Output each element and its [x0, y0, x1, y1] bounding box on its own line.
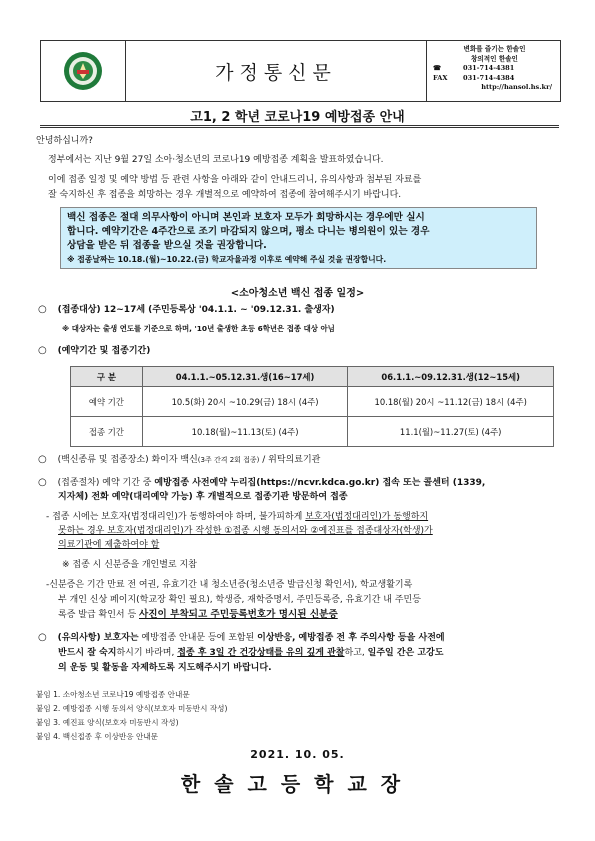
school-principal-signature: 한솔고등학교장 [180, 772, 415, 796]
idcard-line-3 [58, 608, 338, 622]
table-header-row [71, 367, 554, 387]
school-contact-box [426, 41, 560, 101]
caution-text-b: 예방접종 안내문 등에 포함된 [138, 633, 258, 643]
bullet-icon: ○ [38, 477, 47, 488]
caution-line-3: 의 운동 및 활동을 자제하도록 지도해주시기 바랍니다. [58, 663, 272, 673]
guardian-line-3: 의료기관에 제출하여야 함 [58, 540, 160, 550]
paragraph-1: 정부에서는 지난 9월 27일 소아·청소년의 코로나19 예방접종 계획을 발표하였습니다. [48, 155, 384, 165]
procedure-item [38, 476, 485, 490]
vaccination-group-2: 11.1(월)~11.27(토) (4주) [348, 417, 554, 447]
schedule-table [70, 366, 554, 447]
attachment-item-1: 붙임 1. 소아청소년 코로나19 예방접종 안내문 [36, 690, 190, 699]
reservation-group-2: 10.18(월) 20시 ~11.12(금) 18시 (4주) [348, 387, 554, 417]
school-logo-cell [41, 41, 126, 101]
id-note: ※ 접종 시 신분증을 개인별로 지참 [62, 560, 197, 570]
caution-text-e: 하시기 바라며, [116, 648, 178, 658]
letterhead [40, 40, 561, 102]
procedure-text-a: (접종절차) 예약 기간 중 [57, 478, 155, 488]
caution-item [38, 631, 445, 645]
vaccine-item [38, 453, 320, 467]
idcard-text-a: 록증 발급 확인서 등 [58, 610, 139, 620]
caution-text-f: 접종 후 3일 간 건강상태를 유의 깊게 관찰 [177, 648, 345, 658]
caution-text-g: 하고, [344, 648, 368, 658]
row-label-reservation: 예약 기간 [71, 387, 143, 417]
phone-number: 031-714-4381 [463, 64, 515, 72]
notice-line-1: 백신 접종은 절대 의무사항이 아니며 본인과 보호자 모두가 희망하시는 경우에만 실시 [67, 212, 425, 223]
notice-line-2: 합니다. 예약기간은 4주간으로 조기 마감되지 않으며, 평소 다니는 병의원이 있는 경우 [67, 226, 430, 237]
notice-box [60, 207, 537, 269]
bullet-icon: ○ [38, 304, 47, 315]
bullet-icon: ○ [38, 345, 47, 356]
page-title: 가정통신문 [215, 61, 337, 84]
slogan-2: 창의적인 한솔인 [471, 54, 518, 63]
caution-text-c: 이상반응, 예방접종 전 후 주의사항 등을 사전에 [257, 633, 445, 643]
greeting: 안녕하십니까? [36, 136, 93, 146]
phone-icon: ☎ [433, 64, 442, 72]
table-header-group-1: 04.1.1.~05.12.31.생(16~17세) [142, 367, 348, 387]
table-header-group-2: 06.1.1.~09.12.31.생(12~15세) [348, 367, 554, 387]
procedure-line-2: 지자체) 전화 예약(대리예약 가능) 후 개별적으로 접종기관 방문하여 접종 [58, 492, 348, 502]
fax-number: 031-714-4384 [463, 73, 515, 82]
paragraph-2-line-2: 잘 숙지하신 후 접종을 희망하는 경우 개별적으로 예약하여 접종에 참여해주시기 바랍니다. [48, 190, 402, 200]
table-row [71, 387, 554, 417]
guardian-line-2: 못하는 경우 보호자(법정대리인)가 작성한 ①접종 시행 동의서와 ②예진표를 접종대상자(학생)가 [58, 526, 433, 536]
document-title: 고1, 2 학년 코로나19 예방접종 안내 [190, 110, 405, 125]
target-text: (접종대상) 12~17세 (주민등록상 '04.1.1. ~ '09.12.31. 출생자) [57, 305, 335, 315]
section-title: <소아청소년 백신 접종 일정> [230, 288, 365, 299]
vaccine-text: (백신종류 및 접종장소) 화이자 백신 [57, 455, 198, 465]
attachment-item-4: 붙임 4. 백신접종 후 이상반응 안내문 [36, 732, 159, 741]
paragraph-2-line-1: 이에 접종 일정 및 예약 방법 등 관련 사항을 아래와 같이 안내드리니, 유의사항과 첨부된 자료를 [48, 175, 422, 185]
reservation-group-1: 10.5(화) 20시 ~10.29(금) 18시 (4주) [142, 387, 348, 417]
bullet-icon: ○ [38, 632, 47, 643]
title-divider [40, 125, 559, 128]
row-label-vaccination: 접종 기간 [71, 417, 143, 447]
notice-line-4: ※ 접종날짜는 10.18.(월)~10.22.(금) 학교자율과정 이후로 예약해 주실 것을 권장합니다. [67, 255, 387, 264]
school-url-link[interactable]: http://hansol.hs.kr/ [481, 83, 552, 91]
caution-line-2 [58, 646, 443, 660]
attachment-item-2: 붙임 2. 예방접종 시행 동의서 양식(보호자 미동반시 작성) [36, 704, 228, 713]
guardian-text-b: 보호자(법정대리인)가 동행하지 [305, 512, 429, 522]
procedure-text-b: 예방접종 사전예약 누리집(https://ncvr.kdca.go.kr) 접속 또는 콜센터 (1339, [154, 478, 486, 488]
idcard-line-2: 부 개인 신상 페이지(학교장 확인 필요), 학생증, 재학증명서, 주민등록증, 유효기간 내 주민등 [58, 595, 421, 605]
school-emblem-icon [63, 51, 103, 91]
attachment-item-3: 붙임 3. 예진표 양식(보호자 미동반시 작성) [36, 718, 179, 727]
slogan-1: 변화를 즐기는 한솔인 [463, 45, 526, 53]
idcard-line-1: -신분증은 기간 만료 전 여권, 유효기간 내 청소년증(청소년증 발급신청 확인서), 학교생활기록 [46, 580, 413, 590]
fax-label: FAX [433, 73, 448, 82]
caution-text-a: (유의사항) 보호자는 [57, 633, 139, 643]
target-note: ※ 대상자는 출생 연도를 기준으로 하며, '10년 출생한 초등 6학년은 접종 대상 아님 [62, 324, 335, 333]
caution-text-d: 반드시 잘 숙지 [58, 648, 117, 658]
guardian-text-a: - 접종 시에는 보호자(법정대리인)가 동행하여야 하며, 불가피하게 [46, 512, 306, 522]
guardian-line-1 [46, 510, 428, 524]
table-header-category: 구 분 [71, 367, 143, 387]
notice-line-3: 상담을 받은 뒤 접종을 받으실 것을 권장합니다. [67, 240, 267, 251]
target-item [38, 303, 335, 317]
vaccine-interval: (3주 간격 2회 접종) [197, 456, 260, 464]
table-row [71, 417, 554, 447]
period-item [38, 344, 150, 358]
period-text: (예약기간 및 접종기간) [57, 346, 151, 356]
idcard-text-b: 사진이 부착되고 주민등록번호가 명시된 신분증 [139, 609, 338, 620]
attachment-list [36, 688, 227, 744]
vaccine-place: / 위탁의료기관 [259, 455, 321, 465]
bullet-icon: ○ [38, 454, 47, 465]
vaccination-group-1: 10.18(월)~11.13(토) (4주) [142, 417, 348, 447]
issue-date: 2021. 10. 05. [250, 748, 345, 761]
caution-text-h: 일주일 간은 고강도 [367, 648, 444, 658]
